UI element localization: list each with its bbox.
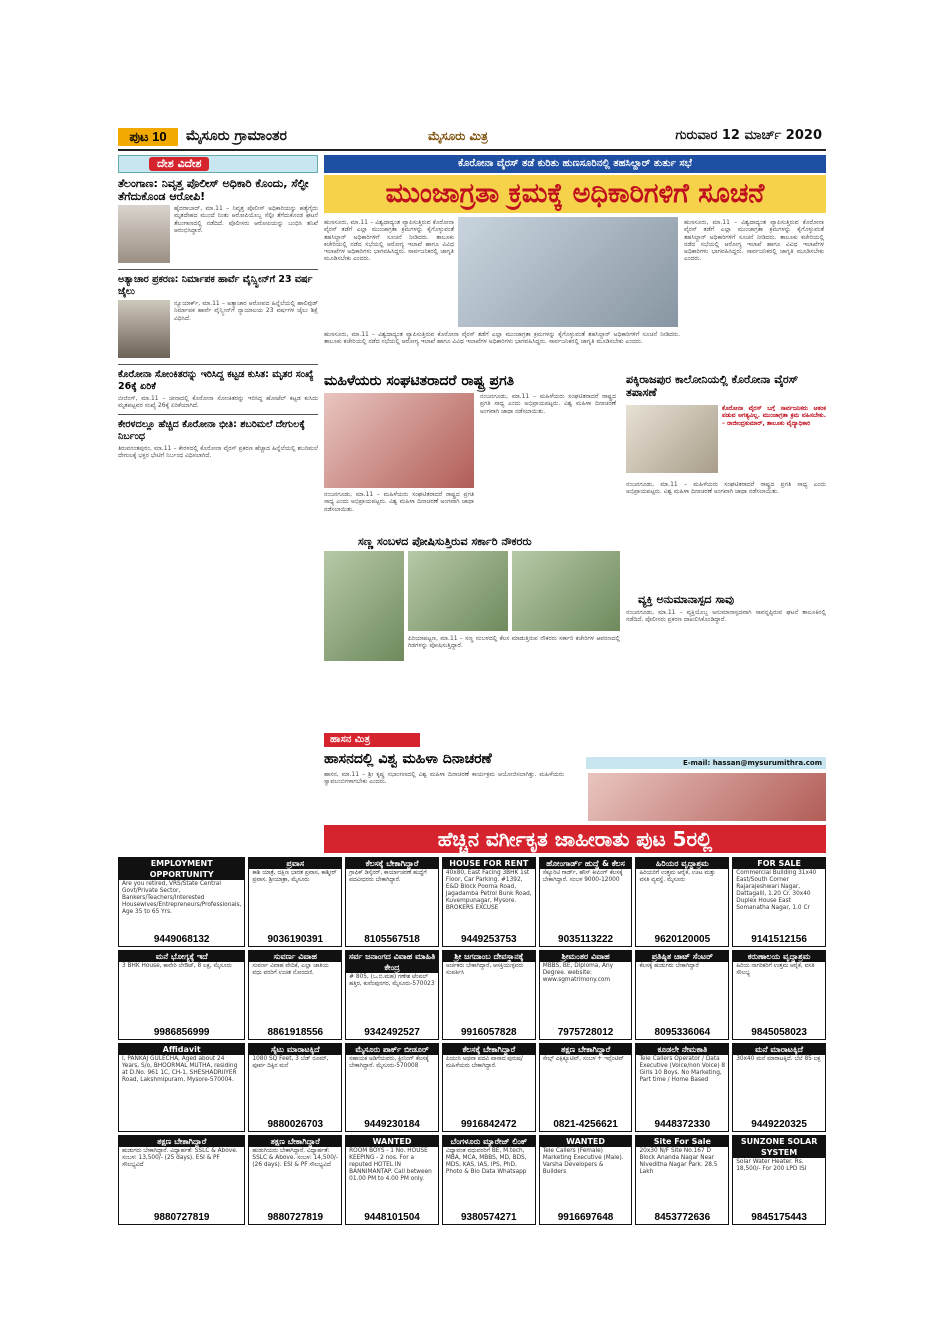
ad-body: ಹಿರಿಯರಿಗೆ ಉತ್ತಮ ಆರೈಕೆ, ಊಟ ಮತ್ತು ವಸತಿ ವ್ಯವಸ್ಥೆ. ಮೈಸೂರು	[639, 870, 716, 883]
classified-ad	[539, 950, 633, 1040]
classified-ad	[442, 857, 536, 947]
ad-title: ಸರ್ವ ಜನಾಂಗದ ವಿವಾಹ ಮಾಹಿತಿ ಕೇಂದ್ರ	[346, 951, 438, 973]
classified-ad	[345, 1043, 439, 1133]
ad-body: ಸಹಾಯಕ ಅಡಿಗೆಯವರು, ಕ್ಲೀನಿಂಗ್ ಕೆಲಸಕ್ಕೆ ಬೇಕಾಗಿದ್ದಾರೆ. ಮೈಸೂರು-570008	[349, 1055, 429, 1069]
issue-date: ಗುರುವಾರ 12 ಮಾರ್ಚ್ 2020	[675, 128, 822, 143]
trees-photo	[408, 551, 508, 631]
page-header	[118, 125, 826, 151]
classifieds-banner: ಹೆಚ್ಚಿನ ವರ್ಗೀಕೃತ ಜಾಹೀರಾತು ಪುಟ 5ರಲ್ಲಿ	[324, 825, 826, 853]
ad-title: Affidavit	[119, 1044, 244, 1055]
ad-phone: 9880727819	[267, 1212, 324, 1223]
classified-ad	[118, 950, 245, 1040]
ad-phone: 8105567518	[364, 933, 420, 945]
ad-phone: 7975728012	[557, 1026, 614, 1038]
classified-ad	[635, 857, 729, 947]
ad-body: MBBS, BE, Diploma, Any Degree. website: www.sgmatrimony.com	[542, 962, 614, 983]
health-check-photo	[626, 405, 718, 473]
classified-ad	[635, 1043, 729, 1133]
hassan-tag: ಹಾಸನ ಮಿತ್ರ	[324, 733, 420, 747]
story-body: ಹಾಸನ, ಮಾ.11 – ಶ್ರೀ ಕೃಷ್ಣ ಸಭಾಂಗಣದಲ್ಲಿ ವಿಶ್ವ ಮಹಿಳಾ ದಿನಾಚರಣೆ ಕಾರ್ಯಕ್ರಮ ಆಯೋಜಿಸಲಾಗಿತ್ತು. ಮಹಿಳೆಯರು ಸ್ವಾವಲಂಬಿಗಳಾಗಬೇಕು ಎಂದರು.	[324, 771, 564, 786]
divider	[118, 269, 318, 270]
ad-phone: 9449230184	[364, 1119, 420, 1131]
ad-phone: 9449068132	[153, 933, 210, 945]
classified-ad	[345, 857, 439, 947]
story-headline: ಪಕ್ಕಿರಾಜಪುರ ಕಾಲೋನಿಯಲ್ಲಿ ಕೊರೋನಾ ವೈರಸ್ ತಪಾಸಣೆ	[626, 373, 799, 399]
story-headline: ಮಹಿಳೆಯರು ಸಂಘಟಿತರಾದರೆ ರಾಷ್ಟ್ರ ಪ್ರಗತಿ	[324, 373, 515, 389]
classified-ad	[118, 1135, 245, 1225]
ad-phone: 9620120005	[654, 933, 711, 945]
ad-body: ಸುವರ್ಣ ವಿವಾಹ ವೇದಿಕೆ, ಎಲ್ಲಾ ಜಾತಿಯ ವಧು ವರರಿಗೆ ಉಚಿತ ನೋಂದಣಿ.	[252, 962, 329, 976]
ad-title: ತಕ್ಷಣ ಬೇಕಾಗಿದ್ದಾರೆ	[540, 1044, 632, 1055]
ad-title: ಮನೆ ಮಾರಾಟಕ್ಕಿದೆ	[733, 1044, 825, 1055]
ad-phone: 9845058023	[751, 1026, 807, 1038]
ad-phone: 9035113222	[558, 933, 614, 945]
classified-ad	[345, 950, 439, 1040]
ad-phone: 9036190391	[267, 933, 324, 945]
ad-title: ಹಿರಿಯರ ವೃದ್ಧಾಶ್ರಮ	[636, 858, 728, 869]
ad-body: Tele Callers Operator / Data Executive (Voice/non Voice) 8 Girls 10 Boys. No Marketing, Part time / Home Based	[639, 1055, 726, 1083]
story-photo	[118, 205, 170, 263]
ad-title: ಹೋಂಗಾರ್ಡ್ ಹುದ್ದೆ & ಕೆಲಸ	[540, 858, 632, 869]
pull-quote: ಕೊರೋನಾ ವೈರಸ್ ಬಗ್ಗೆ ಸಾರ್ವಜನಿಕರು ಆತಂಕ ಪಡುವ ಅಗತ್ಯವಿಲ್ಲ. ಮುಂಜಾಗ್ರತಾ ಕ್ರಮ ವಹಿಸಬೇಕು. – ರಾಜೀಂದ್ರಕುಮಾರ್, ತಾಲೂಕು ವೈದ್ಯಾಧಿಕಾರಿ	[722, 405, 826, 427]
ad-body: # 805, (ಒ.ಬಿ.ಮಹ) ಗಣೇಶ ಟೆಂಪಲ್ ಹತ್ತಿರ, ಕುವೆಂಪುನಗರ, ಮೈಸೂರು-570023	[349, 973, 435, 987]
classified-ad	[635, 1135, 729, 1225]
ad-body: ವಿದ್ಯಾವಂತ ವಧುವರರಿಗೆ BE, M.tech, MBA, MCA, MBBS, MD, BDS, MDS, KAS, IAS, IPS, PhD. Photo & Bio Data Whatsapp	[445, 1148, 527, 1176]
classified-ad	[442, 1043, 536, 1133]
ad-phone: 9449253753	[460, 933, 517, 945]
section-title: ಮೈಸೂರು ಗ್ರಾಮಾಂತರ	[186, 128, 287, 144]
divider	[118, 414, 318, 415]
top-band: ಕೊರೋನಾ ವೈರಸ್ ತಡೆ ಕುರಿತು ಹುಣಸೂರಿನಲ್ಲಿ ತಹಸಿಲ್ದಾರ್ ತುರ್ತು ಸಭೆ	[324, 155, 826, 173]
ad-title: ಕೂಡಲೇ ನೇಮಕಾತಿ	[636, 1044, 728, 1055]
ad-title: EMPLOYMENT OPPORTUNITY	[119, 858, 244, 880]
ad-title: ಮನೆ ಭೋಗ್ಯಕ್ಕೆ ಇದೆ	[119, 951, 244, 962]
classified-ad	[732, 1135, 826, 1225]
story-body: ನಂಜನಗೂಡು, ಮಾ.11 – ಮಹಿಳೆಯರು ಸಂಘಟಿತರಾದರೆ ರಾಷ್ಟ್ರದ ಪ್ರಗತಿ ಸಾಧ್ಯ ಎಂದು ಅಭಿಪ್ರಾಯಪಟ್ಟರು. ವಿಶ್ವ ಮಹಿಳಾ ದಿನಾಚರಣೆ ಅಂಗವಾಗಿ ಜಾಥಾ ನಡೆಸಲಾಯಿತು.	[626, 481, 826, 496]
classified-ad	[248, 1043, 342, 1133]
ad-body: ಅರ್ಚಕರು ಬೇಕಾಗಿದ್ದಾರೆ, ಆಸಕ್ತಿಯುಳ್ಳವರು ಸಂಪರ್ಕಿಸಿ	[445, 962, 524, 976]
classified-ad	[442, 1135, 536, 1225]
ad-body: I, PANKAJ GULECHA, Aged about 24 Years, S/o, BHOORMAL MUTHA, residing at D.No. 961 1C, CH-1, SHESHADRIIYER Road, Lakshmipuram, Mysore-570004.	[122, 1055, 238, 1083]
ad-body: ಹುಡುಗರು ಬೇಕಾಗಿದ್ದಾರೆ. ವಿದ್ಯಾರ್ಹತೆ: SSLC & Above. ಸಂಬಳ: 13,500/- (25 days). ESI & PF ಸೌಲಭ್ಯವಿದೆ	[122, 1148, 238, 1169]
meeting-photo	[458, 217, 678, 327]
ad-title: ಮೈಸೂರು ಪಾರ್ಕ್ ಬೀಡೂರ್	[346, 1044, 438, 1055]
brand-logo: ಮೈಸೂರು ಮಿತ್ರ	[428, 129, 488, 143]
lead-body-cont2: ಹುಣಸೂರು, ಮಾ.11 – ವಿಶ್ವದಾದ್ಯಂತ ವ್ಯಾಪಿಸುತ್ತಿರುವ ಕೊರೋನಾ ವೈರಸ್ ತಡೆಗೆ ಎಲ್ಲಾ ಮುಂಜಾಗ್ರತಾ ಕ್ರಮಗಳನ್ನು ಕೈಗೊಳ್ಳುವಂತೆ ತಹಸಿಲ್ದಾರ್ ಅಧಿಕಾರಿಗಳಿಗೆ ಸೂಚನೆ ನೀಡಿದರು. ತಾಲೂಕು ಕಚೇರಿಯಲ್ಲಿ ನಡೆದ ಸಭೆಯಲ್ಲಿ ಆರೋಗ್ಯ ಇಲಾಖೆ ಹಾಗೂ ವಿವಿಧ ಇಲಾಖೆಗಳ ಅಧಿಕಾರಿಗಳು ಭಾಗವಹಿಸಿದ್ದರು. ಸಾರ್ವಜನಿಕರಲ್ಲಿ ಜಾಗೃತಿ ಮೂಡಿಸಬೇಕು ಎಂದರು.	[324, 331, 680, 346]
story-body: ನಂಜನಗೂಡು, ಮಾ.11 – ವ್ಯಕ್ತಿಯೊಬ್ಬ ಅನುಮಾನಾಸ್ಪದವಾಗಿ ಸಾವನ್ನಪ್ಪಿರುವ ಘಟನೆ ತಾಲೂಕಿನಲ್ಲಿ ನಡೆದಿದೆ. ಪೊಲೀಸರು ಪ್ರಕರಣ ದಾಖಲಿಸಿಕೊಂಡಿದ್ದಾರೆ.	[626, 609, 826, 624]
ad-title: HOUSE FOR RENT	[443, 858, 535, 869]
ad-body: 40x80, East Facing 3BHK 1st Floor, Car Parking. #1392, E&D Block Poorna Road, Jagadamba Petrol Bunk Road, Kuvempunagar, Mysore. BROKERS EXCUSE	[445, 870, 532, 911]
classified-ad	[248, 857, 342, 947]
classified-ad	[539, 1135, 633, 1225]
ad-title: FOR SALE	[733, 858, 825, 869]
ad-phone: 9880727819	[153, 1212, 210, 1223]
story-headline: ಕೇರಳದಲ್ಲೂ ಹೆಚ್ಚಿದ ಕೊರೋನಾ ಭೀತಿ: ಶಬರಿಮಲೆ ದೇಗುಲಕ್ಕೆ ನಿರ್ಬಂಧ	[118, 418, 305, 442]
ad-title: ಕೆಲಸಕ್ಕೆ ಬೇಕಾಗಿದ್ದಾರೆ	[346, 858, 438, 869]
ad-title: ಶ್ರೀ ಜಗದಾಂಬ ದೇವಸ್ಥಾನಕ್ಕೆ	[443, 951, 535, 962]
ad-phone: 9380574271	[460, 1212, 517, 1223]
divider	[118, 364, 318, 365]
ad-title: SUNZONE SOLAR SYSTEM	[733, 1136, 825, 1158]
story-photo	[118, 300, 170, 358]
ad-phone: 8095336064	[654, 1026, 711, 1038]
ad-title: ಸೈಟು ಮಾರಾಟಕ್ಕಿದೆ	[249, 1044, 341, 1055]
ad-body: 3 BHK House, ಕಾವೇರಿ ಲೇಔಟ್, 8 ಲಕ್ಷ, ಮೈಸೂರು	[122, 962, 232, 969]
ad-phone: 9916842472	[460, 1119, 517, 1131]
ad-title: ಕರುಣಾಲಯ ವೃದ್ಧಾಶ್ರಮ	[733, 951, 825, 962]
ad-body: ಸೇಲ್ಸ್ ಎಕ್ಸಿಕ್ಯೂಟಿವ್, ಸಂಬಳ + ಇನ್ಸೆಂಟಿವ್	[542, 1055, 624, 1062]
story-headline: ಅತ್ಯಾಚಾರ ಪ್ರಕರಣ: ನಿರ್ಮಾಪಕ ಹಾರ್ವೆ ವೈನ್ಸ್ಟೀನ್‌ಗೆ 23 ವರ್ಷ ಜೈಲು	[118, 274, 313, 297]
ad-body: 1080 SQ Feet, 3 ಬೆಡ್ ರೂಮ್, ಪೂರ್ವ ದಿಕ್ಕಿನ ಮನೆ	[252, 1055, 329, 1069]
classified-ad	[732, 950, 826, 1040]
ad-title: Site For Sale	[636, 1136, 728, 1147]
staff-photo	[512, 551, 620, 631]
classified-ad	[118, 857, 245, 947]
ad-title: ಬೆಂಗಳೂರು ಮ್ಯಾರೇಜ್ ಲಿಂಕ್	[443, 1136, 535, 1147]
womens-day-photo	[588, 773, 826, 821]
ad-body: ಸೆಕ್ಯೂರಿಟಿ ಗಾರ್ಡ್, ಹೌಸ್ ಕೀಪಿಂಗ್ ಕೆಲಸಕ್ಕೆ ಬೇಕಾಗಿದ್ದಾರೆ. ಸಂಬಳ 9000-12000	[542, 870, 623, 883]
story-body: ಪಿರಿಯಾಪಟ್ಟಣ, ಮಾ.11 – ಸಣ್ಣ ಸಂಬಳದಲ್ಲಿ ಕೆಲಸ ಮಾಡುತ್ತಿರುವ ನೌಕರರು ಸರ್ಕಾರಿ ಕಚೇರಿಗಳ ಆವರಣದಲ್ಲಿ ಗಿಡಗಳನ್ನು ಪೋಷಿಸುತ್ತಿದ್ದಾರೆ.	[408, 635, 620, 650]
lead-body: ಹುಣಸೂರು, ಮಾ.11 – ವಿಶ್ವದಾದ್ಯಂತ ವ್ಯಾಪಿಸುತ್ತಿರುವ ಕೊರೋನಾ ವೈರಸ್ ತಡೆಗೆ ಎಲ್ಲಾ ಮುಂಜಾಗ್ರತಾ ಕ್ರಮಗಳನ್ನು ಕೈಗೊಳ್ಳುವಂತೆ ತಹಸಿಲ್ದಾರ್ ಅಧಿಕಾರಿಗಳಿಗೆ ಸೂಚನೆ ನೀಡಿದರು. ತಾಲೂಕು ಕಚೇರಿಯಲ್ಲಿ ನಡೆದ ಸಭೆಯಲ್ಲಿ ಆರೋಗ್ಯ ಇಲಾಖೆ ಹಾಗೂ ವಿವಿಧ ಇಲಾಖೆಗಳ ಅಧಿಕಾರಿಗಳು ಭಾಗವಹಿಸಿದ್ದರು. ಸಾರ್ವಜನಿಕರಲ್ಲಿ ಜಾಗೃತಿ ಮೂಡಿಸಬೇಕು ಎಂದರು.	[324, 219, 454, 263]
story-headline: ಕೊರೋನಾ ಸೋಂಕಿತರನ್ನು ಇರಿಸಿದ್ದ ಕಟ್ಟಡ ಕುಸಿತ: ಮೃತರ ಸಂಖ್ಯೆ 26ಕ್ಕೆ ಏರಿಕೆ	[118, 369, 314, 392]
ad-phone: 9448372330	[654, 1119, 711, 1131]
classified-ad	[539, 857, 633, 947]
contact-email: E-mail: hassan@mysurumithra.com	[586, 757, 826, 769]
ad-title: ಕೆಲಸಕ್ಕೆ ಬೇಕಾಗಿದ್ದಾರೆ	[443, 1044, 535, 1055]
section-tag: ದೇಶ ವಿದೇಶ	[149, 157, 209, 171]
story-headline: ಸಣ್ಣ ಸಂಬಳದ ಪೋಷಿಸುತ್ತಿರುವ ಸರ್ಕಾರಿ ನೌಕರರು	[358, 535, 532, 548]
ad-phone: 9141512156	[751, 933, 807, 945]
classified-ad	[732, 1043, 826, 1133]
ad-body: ಹುಡುಗಿಯರು ಬೇಕಾಗಿದ್ದಾರೆ. ವಿದ್ಯಾರ್ಹತೆ: SSLC & Above. ಸಂಬಳ: 14,500/- (26 days). ESI & PF ಸೌಲಭ್ಯವಿದೆ	[252, 1148, 338, 1169]
ad-phone: 9880026703	[267, 1119, 324, 1131]
ad-phone: 9986856999	[153, 1026, 210, 1038]
ad-body: ಪಿಯುಸಿ ಅಥವಾ ಪದವಿ ಪಾಸಾದ ಪುರುಷ/ಮಹಿಳೆಯರು ಬೇಕಾಗಿದ್ದಾರೆ.	[445, 1055, 523, 1069]
ad-phone: 9448101504	[364, 1212, 420, 1223]
ad-body: Solar Water Heater. Rs. 18,500/- For 200 LPD ISI	[736, 1159, 807, 1173]
lead-headline: ಮುಂಜಾಗ್ರತಾ ಕ್ರಮಕ್ಕೆ ಅಧಿಕಾರಿಗಳಿಗೆ ಸೂಚನೆ	[324, 175, 826, 213]
ad-phone: 0821-4256621	[553, 1119, 618, 1131]
ad-body: 20x30 N/F Site No.167 D Block Ananda Nagar Near Niveditha Nagar Park. 28.5 Lakh	[639, 1148, 718, 1176]
ad-body: ಕೆಲಸಕ್ಕೆ ಹುಡುಗರು ಬೇಕಾಗಿದ್ದಾರೆ	[639, 962, 699, 969]
ad-body: Are you retired, VRS/State Central Govt/Private Sector, Bankers/Teachers/Interested Housewives/Entrepreneurs/Professionals, Age 35 to 65 Yrs.	[122, 881, 242, 915]
newspaper-page	[118, 125, 826, 1225]
rally-photo	[324, 393, 474, 488]
ad-phone: 9449220325	[751, 1119, 807, 1131]
ad-body: Commercial Building 31x40 East/South Corner Rajarajeshwari Nagar, Dattagalli, 1.20 Cr. 30x40 Duplex House East Somanatha Nagar, 1.0 Cr	[736, 870, 817, 911]
classified-ad	[442, 950, 536, 1040]
ad-phone: 9916057828	[460, 1026, 517, 1038]
ad-title: ಶ್ರೀಮಂತರ ವಿವಾಹ	[540, 951, 632, 962]
story-body: ತಿರುವನಂತಪುರಂ, ಮಾ.11 – ಕೇರಳದಲ್ಲಿ ಕೊರೋನಾ ವೈರಸ್ ಪ್ರಕರಣ ಹೆಚ್ಚಾದ ಹಿನ್ನೆಲೆಯಲ್ಲಿ ಶಬರಿಮಲೆ ದೇಗುಲಕ್ಕೆ ಭಕ್ತರ ಭೇಟಿಗೆ ನಿರ್ಬಂಧ ವಿಧಿಸಲಾಗಿದೆ.	[118, 444, 318, 460]
story-body-cont: ನಂಜನಗೂಡು, ಮಾ.11 – ಮಹಿಳೆಯರು ಸಂಘಟಿತರಾದರೆ ರಾಷ್ಟ್ರದ ಪ್ರಗತಿ ಸಾಧ್ಯ ಎಂದು ಅಭಿಪ್ರಾಯಪಟ್ಟರು. ವಿಶ್ವ ಮಹಿಳಾ ದಿನಾಚರಣೆ ಅಂಗವಾಗಿ ಜಾಥಾ ನಡೆಸಲಾಯಿತು.	[324, 491, 474, 513]
ad-title: ಪ್ರತಿಷ್ಠಿತ ಚಾಟ್ ಸೆಂಟರ್	[636, 951, 728, 962]
ad-body: ROOM BOYS - 1 No. HOUSE KEEPING - 2 nos. For a reputed HOTEL IN BANNIMANTAP. Call between 01.00 PM to 4.00 PM only.	[349, 1148, 432, 1183]
classified-ad	[345, 1135, 439, 1225]
classified-ad	[248, 950, 342, 1040]
story-body: ಹೈದರಾಬಾದ್, ಮಾ.11 – ನಿವೃತ್ತ ಪೊಲೀಸ್ ಅಧಿಕಾರಿಯನ್ನು ಹತ್ಯೆಗೈದು ಮೃತದೇಹದ ಮುಂದೆ ನಿಂತು ಆರೋಪಿಯೊಬ್ಬ ಸೆಲ್ಫೀ ತೆಗೆದುಕೊಂಡ ಘಟನೆ ತೆಲಂಗಾಣದಲ್ಲಿ ನಡೆದಿದೆ. ಪೊಲೀಸರು ಆರೋಪಿಯನ್ನು ಬಂಧಿಸಿ ತನಿಖೆ ಆರಂಭಿಸಿದ್ದಾರೆ.	[174, 205, 318, 235]
story-body: ಬೀಜಿಂಗ್, ಮಾ.11 – ಚೀನಾದಲ್ಲಿ ಕೊರೋನಾ ಸೋಂಕಿತರನ್ನು ಇರಿಸಿದ್ದ ಹೋಟೆಲ್ ಕಟ್ಟಡ ಕುಸಿದು ಮೃತಪಟ್ಟವರ ಸಂಖ್ಯೆ 26ಕ್ಕೆ ಏರಿಕೆಯಾಗಿದೆ.	[118, 395, 318, 410]
story-headline: ಹಾಸನದಲ್ಲಿ ವಿಶ್ವ ಮಹಿಳಾ ದಿನಾಚರಣೆ	[324, 751, 492, 767]
ad-body: ಕಾಶಿ ಯಾತ್ರೆ, ದಕ್ಷಿಣ ಭಾರತ ಪ್ರವಾಸ, ಕಾಶ್ಮೀರ್ ಪ್ರವಾಸ. ಶ್ರೀಯಾತ್ರಾ, ಮೈಸೂರು	[252, 870, 337, 883]
classified-ad	[732, 857, 826, 947]
classified-ads-grid	[118, 857, 826, 1225]
left-column	[118, 155, 318, 855]
ad-phone: 8453772636	[654, 1212, 711, 1223]
story-headline: ತೆಲಂಗಾಣ: ನಿವೃತ್ತ ಪೊಲೀಸ್ ಅಧಿಕಾರಿ ಕೊಂದು, ಸೆಲ್ಫೀ ತೆಗೆದುಕೊಂಡ ಆರೋಪಿ!	[118, 177, 309, 203]
ad-phone: 8861918556	[267, 1026, 324, 1038]
ad-phone: 9845175443	[751, 1212, 807, 1223]
ad-body: 30x40 ಮನೆ ಮಾರಾಟಕ್ಕಿದೆ. ಬೆಲೆ 85 ಲಕ್ಷ	[736, 1055, 821, 1062]
classified-ad	[539, 1043, 633, 1133]
ad-body: Tele Callers (Female) Marketing Executive (Male). Varsha Developers & Builders	[542, 1148, 624, 1176]
ad-body: ಗ್ರಾಫಿಕ್ ಡಿಸೈನರ್, ಕಾರ್ಯಾಚರಣೆ ಹುದ್ದೆಗೆ ಪದವೀಧರರು ಬೇಕಾಗಿದ್ದಾರೆ.	[349, 870, 427, 883]
classified-ad	[118, 1043, 245, 1133]
ad-title: ತಕ್ಷಣ ಬೇಕಾಗಿದ್ದಾರೆ	[119, 1136, 244, 1147]
lead-body-cont: ಹುಣಸೂರು, ಮಾ.11 – ವಿಶ್ವದಾದ್ಯಂತ ವ್ಯಾಪಿಸುತ್ತಿರುವ ಕೊರೋನಾ ವೈರಸ್ ತಡೆಗೆ ಎಲ್ಲಾ ಮುಂಜಾಗ್ರತಾ ಕ್ರಮಗಳನ್ನು ಕೈಗೊಳ್ಳುವಂತೆ ತಹಸಿಲ್ದಾರ್ ಅಧಿಕಾರಿಗಳಿಗೆ ಸೂಚನೆ ನೀಡಿದರು. ತಾಲೂಕು ಕಚೇರಿಯಲ್ಲಿ ನಡೆದ ಸಭೆಯಲ್ಲಿ ಆರೋಗ್ಯ ಇಲಾಖೆ ಹಾಗೂ ವಿವಿಧ ಇಲಾಖೆಗಳ ಅಧಿಕಾರಿಗಳು ಭಾಗವಹಿಸಿದ್ದರು. ಸಾರ್ವಜನಿಕರಲ್ಲಿ ಜಾಗೃತಿ ಮೂಡಿಸಬೇಕು ಎಂದರು.	[684, 219, 824, 263]
ad-title: WANTED	[540, 1136, 632, 1147]
ad-title: ಸುವರ್ಣ ವಿವಾಹ	[249, 951, 341, 962]
story-body: ನಂಜನಗೂಡು, ಮಾ.11 – ಮಹಿಳೆಯರು ಸಂಘಟಿತರಾದರೆ ರಾಷ್ಟ್ರದ ಪ್ರಗತಿ ಸಾಧ್ಯ ಎಂದು ಅಭಿಪ್ರಾಯಪಟ್ಟರು. ವಿಶ್ವ ಮಹಿಳಾ ದಿನಾಚರಣೆ ಅಂಗವಾಗಿ ಜಾಥಾ ನಡೆಸಲಾಯಿತು.	[480, 393, 616, 415]
ad-body: ಹಿರಿಯ ನಾಗರಿಕರಿಗೆ ಉತ್ತಮ ಆರೈಕೆ, ವಸತಿ ಸೌಲಭ್ಯ	[736, 962, 815, 976]
story-headline: ವ್ಯಕ್ತಿ ಅನುಮಾನಾಸ್ಪದ ಸಾವು	[638, 593, 735, 606]
section-tag-box	[118, 155, 318, 173]
ad-title: WANTED	[346, 1136, 438, 1147]
ad-phone: 9342492527	[364, 1026, 420, 1038]
classified-ad	[635, 950, 729, 1040]
page-number: ಪುಟ 10	[118, 128, 178, 146]
ad-phone: 9916697648	[557, 1212, 614, 1223]
story-body: ನ್ಯೂಯಾರ್ಕ್, ಮಾ.11 – ಅತ್ಯಾಚಾರ ಆರೋಪದ ಹಿನ್ನೆಲೆಯಲ್ಲಿ ಹಾಲಿವುಡ್ ನಿರ್ಮಾಪಕ ಹಾರ್ವೆ ವೈನ್ಸ್ಟೀನ್‌ಗೆ ನ್ಯಾಯಾಲಯ 23 ವರ್ಷಗಳ ಜೈಲು ಶಿಕ್ಷೆ ವಿಧಿಸಿದೆ.	[174, 300, 318, 322]
classified-ad	[248, 1135, 342, 1225]
garden-photo	[324, 551, 404, 661]
ad-title: ಪ್ರವಾಸ	[249, 858, 341, 869]
ad-title: ತಕ್ಷಣ ಬೇಕಾಗಿದ್ದಾರೆ	[249, 1136, 341, 1147]
